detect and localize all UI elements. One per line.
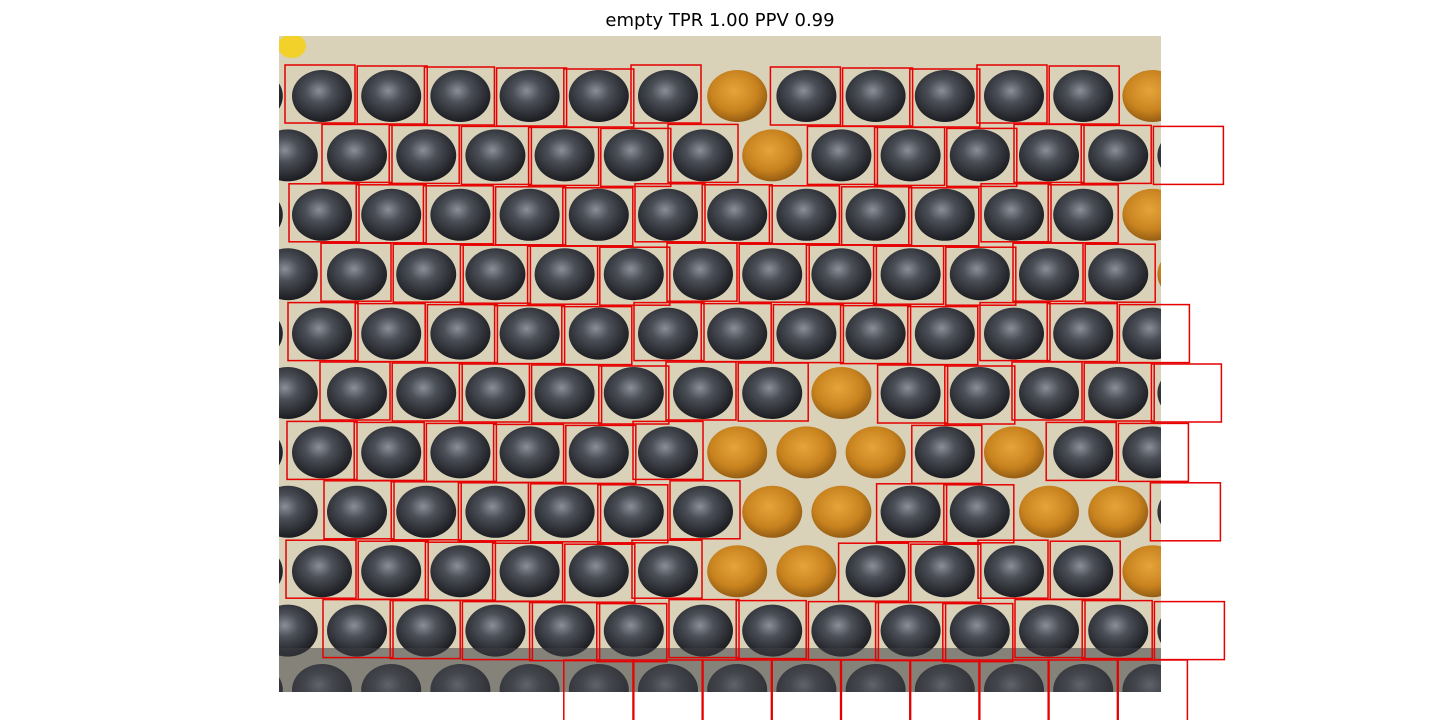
photo-bottom-strip [279,648,1161,692]
empty-cell [1192,545,1252,597]
empty-cell [1019,129,1079,181]
empty-cell [258,486,318,538]
empty-cell [1227,605,1287,657]
empty-cell [1157,367,1217,419]
empty-cell [292,545,352,597]
empty-cell [984,189,1044,241]
empty-cell [604,248,664,300]
empty-cell [430,189,490,241]
empty-cell [223,545,283,597]
empty-cell [915,545,975,597]
yellow-marker [278,34,306,58]
empty-cell [465,129,525,181]
empty-cell [1192,189,1252,241]
capped-cell [742,486,802,538]
empty-cell [223,426,283,478]
empty-cell [846,70,906,122]
empty-cell [1192,70,1252,122]
empty-cell [673,248,733,300]
capped-cell [776,545,836,597]
empty-cell [535,248,595,300]
empty-cell [430,426,490,478]
empty-cell [535,129,595,181]
empty-cell [950,129,1010,181]
empty-cell [396,248,456,300]
empty-cell-box [1154,602,1224,660]
empty-cell [984,308,1044,360]
empty-cell [361,545,421,597]
empty-cell [465,248,525,300]
capped-cell [984,426,1044,478]
empty-cell [1157,605,1217,657]
empty-cell [292,426,352,478]
empty-cell [258,248,318,300]
empty-cell-box [1151,364,1221,422]
empty-cell [223,189,283,241]
empty-cell [707,308,767,360]
capped-cell [742,129,802,181]
capped-cell [707,70,767,122]
empty-cell [569,308,629,360]
empty-cell [915,189,975,241]
empty-cell [430,308,490,360]
empty-cell [984,545,1044,597]
figure-title: empty TPR 1.00 PPV 0.99 [605,10,835,31]
empty-cell [500,545,560,597]
empty-cell [915,426,975,478]
empty-cell [1088,129,1148,181]
empty-cell [1122,426,1182,478]
empty-cell [500,426,560,478]
empty-cell [1053,545,1113,597]
empty-cell [500,189,560,241]
empty-cell [638,545,698,597]
empty-cell [535,367,595,419]
empty-cell [361,308,421,360]
empty-cell [1157,129,1217,181]
empty-cell [915,308,975,360]
empty-cell [707,189,767,241]
empty-cell [881,129,941,181]
capped-cell [1157,248,1217,300]
empty-cell [1019,248,1079,300]
empty-cell [846,308,906,360]
empty-cell [881,367,941,419]
empty-cell [223,70,283,122]
empty-cell [776,70,836,122]
empty-cell [569,426,629,478]
empty-cell [1227,486,1287,538]
empty-cell [1227,367,1287,419]
empty-cell [361,70,421,122]
empty-cell [604,486,664,538]
empty-cell [535,486,595,538]
empty-cell [1192,664,1252,716]
empty-cell [292,308,352,360]
empty-cell [292,189,352,241]
empty-cell [327,486,387,538]
empty-cell [1227,129,1287,181]
empty-cell [1227,248,1287,300]
empty-cell [1192,308,1252,360]
empty-cell [1157,486,1217,538]
empty-cell [638,426,698,478]
empty-cell [915,70,975,122]
empty-cell [604,367,664,419]
empty-cell [569,70,629,122]
empty-cell [1053,308,1113,360]
empty-cell [327,248,387,300]
capped-cell [1088,486,1148,538]
empty-cell [742,367,802,419]
empty-cell [673,486,733,538]
capped-cell [1122,70,1182,122]
empty-cell [465,367,525,419]
empty-cell [811,248,871,300]
empty-cell-box [1153,126,1223,184]
empty-cell [742,248,802,300]
empty-cell [361,189,421,241]
capped-cell [1122,189,1182,241]
empty-cell [1053,189,1113,241]
empty-cell [223,308,283,360]
empty-cell [1192,426,1252,478]
empty-cell [1019,367,1079,419]
capped-cell [1019,486,1079,538]
empty-cell [327,129,387,181]
empty-cell [292,70,352,122]
empty-cell [1088,367,1148,419]
comb-cells [223,70,1287,716]
empty-cell [846,545,906,597]
capped-cell [776,426,836,478]
empty-cell [430,545,490,597]
empty-cell [500,308,560,360]
empty-cell [638,308,698,360]
empty-cell [881,486,941,538]
empty-cell [223,664,283,716]
capped-cell [811,486,871,538]
empty-cell [430,70,490,122]
capped-cell [707,545,767,597]
empty-cell [569,545,629,597]
empty-cell [950,248,1010,300]
empty-cell [881,248,941,300]
empty-cell [776,308,836,360]
empty-cell [396,367,456,419]
empty-cell [1088,248,1148,300]
empty-cell [258,129,318,181]
empty-cell [604,129,664,181]
empty-cell [327,367,387,419]
empty-cell [1053,426,1113,478]
empty-cell [1053,70,1113,122]
empty-cell [984,70,1044,122]
empty-cell [950,367,1010,419]
empty-cell [811,129,871,181]
empty-cell [396,486,456,538]
empty-cell [258,367,318,419]
capped-cell [846,426,906,478]
empty-cell [846,189,906,241]
capped-cell [811,367,871,419]
empty-cell [500,70,560,122]
empty-cell [465,486,525,538]
honeycomb-photo [223,34,1287,716]
empty-cell [638,70,698,122]
empty-cell [776,189,836,241]
empty-cell [361,426,421,478]
empty-cell [673,129,733,181]
empty-cell [569,189,629,241]
empty-cell [950,486,1010,538]
empty-cell [673,367,733,419]
empty-cell [638,189,698,241]
capped-cell [1122,545,1182,597]
capped-cell [707,426,767,478]
empty-cell [1122,308,1182,360]
empty-cell [396,129,456,181]
